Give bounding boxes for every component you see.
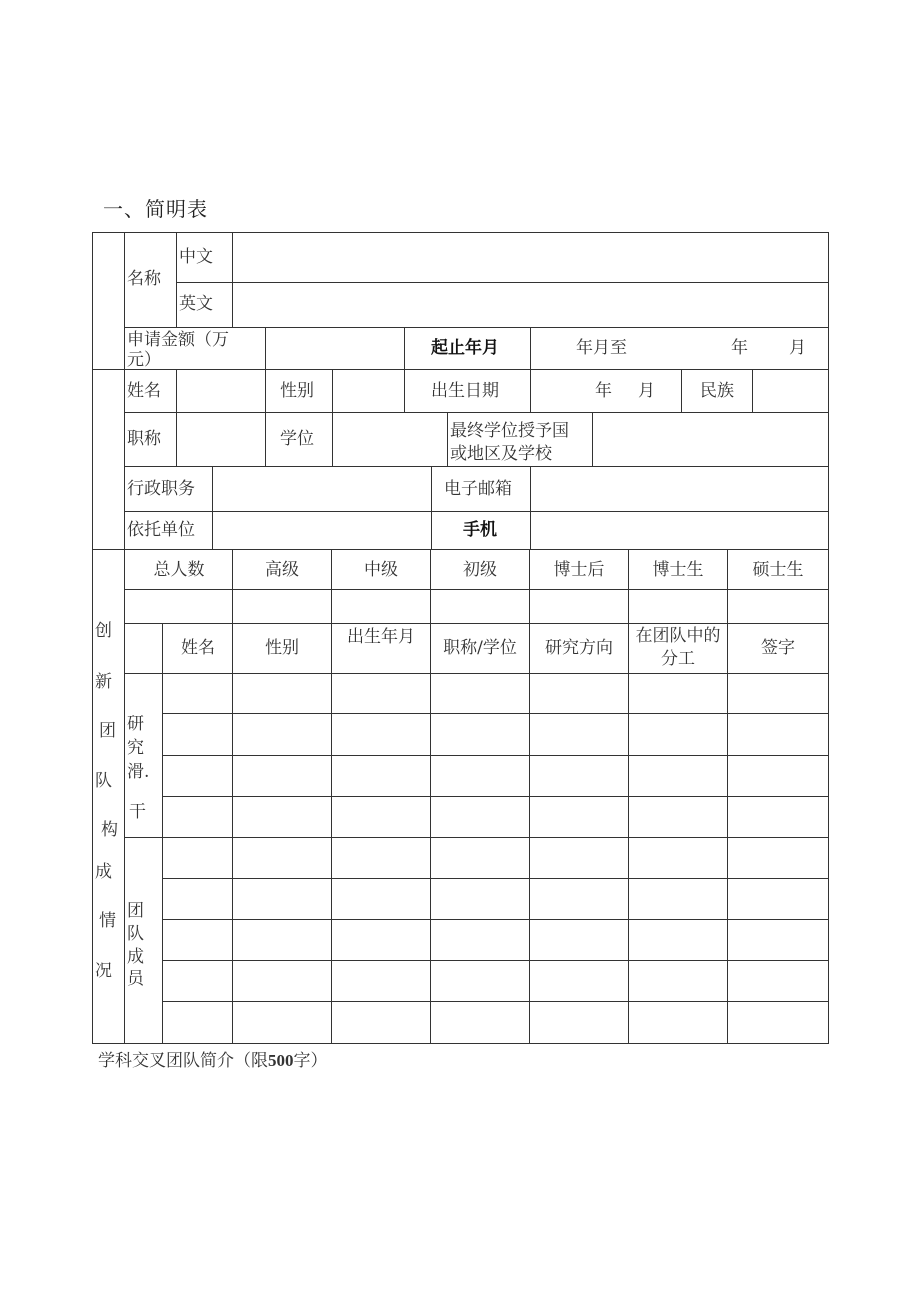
degree-label: 学位 [280,429,314,449]
member-header-name: 姓名 [181,638,215,658]
table-border-right [828,232,829,1044]
footer-note [98,1046,328,1071]
side-label-char: 创 [95,621,112,641]
member-header-birth: 出生年月 [347,627,415,647]
position-field[interactable] [218,476,424,504]
member-header-gender: 性别 [265,638,299,658]
col-line [530,466,531,549]
col-line [404,369,405,412]
col-line [265,327,266,369]
leader-name-field[interactable] [180,378,260,406]
col-line [628,549,629,1044]
row-line [92,369,829,370]
ethnicity-field[interactable] [756,378,822,406]
member-label-char: 成 [127,947,144,967]
col-line [176,232,177,327]
degree-country-label-1: 最终学位授予国 [450,421,569,441]
birth-year: 年 [595,381,612,401]
institution-label: 依托单位 [127,520,195,540]
period-from: 年月至 [576,338,627,358]
row-line [162,713,829,714]
col-line [447,412,448,466]
count-header-total: 总人数 [153,560,205,580]
row-line [124,511,829,512]
col-line [212,466,213,549]
member-header-role-2: 分工 [661,649,695,669]
table-border-left [92,232,93,1044]
birth-date-label: 出生日期 [431,381,499,401]
col-line [331,549,332,1044]
table-border-bottom [92,1043,829,1044]
section-title: 一、简明表 [103,197,208,221]
row-line [124,673,829,674]
period-month: 月 [789,338,806,358]
mobile-label: 手机 [463,520,497,540]
ethnicity-label: 民族 [700,381,734,401]
member-header-title-degree: 职称/学位 [443,638,517,658]
row-line [124,327,829,328]
chinese-name-field[interactable] [240,244,820,274]
side-label-char: 构 [101,820,118,840]
email-field[interactable] [536,476,822,504]
english-label: 英文 [179,294,213,314]
title-field[interactable] [180,426,260,454]
backbone-label-char: 研 [127,714,144,734]
col-line [332,369,333,466]
row-line [162,1001,829,1002]
amount-label-line2: 元） [127,350,161,367]
member-header-direction: 研究方向 [545,638,613,658]
leader-name-label: 姓名 [127,381,161,401]
footer-suffix: 字） [293,1051,328,1071]
footer-number: 500 [268,1051,294,1070]
row-line [162,796,829,797]
gender-label: 性别 [280,381,314,401]
member-label-char: 队 [127,924,144,944]
backbone-label-char: 滑. [127,762,150,782]
amount-field[interactable] [270,335,398,363]
row-line [162,919,829,920]
birth-month: 月 [638,381,655,401]
email-label: 电子邮箱 [444,479,512,499]
degree-country-field[interactable] [598,426,822,454]
period-year: 年 [731,338,748,358]
count-header-senior: 高级 [265,560,299,580]
col-line [265,369,266,466]
institution-field[interactable] [218,517,424,545]
col-line [404,327,405,369]
row-line [124,589,829,590]
degree-field[interactable] [336,426,442,454]
count-header-phd: 博士生 [652,560,704,580]
member-header-role-1: 在团队中的 [635,626,721,646]
col-line [162,623,163,1044]
count-header-master: 硕士生 [752,560,804,580]
backbone-label-char: 究 [127,738,144,758]
row-line [162,960,829,961]
row-line [124,837,829,838]
col-line [232,232,233,327]
amount-label-line1: 申请金额（万 [127,330,229,350]
member-label-char: 员 [127,969,144,989]
side-label-char: 团 [99,721,116,741]
count-header-junior: 初级 [463,560,497,580]
side-label-char: 情 [99,911,116,931]
backbone-label-char: 干 [129,802,146,822]
member-label-char: 团 [127,901,144,921]
col-line [592,412,593,466]
side-label-char: 成 [95,862,112,882]
row-line [162,755,829,756]
col-line [530,369,531,412]
col-line [176,369,177,466]
col-line [430,549,431,1044]
col-line [124,232,125,1044]
mobile-field[interactable] [536,517,822,545]
position-label: 行政职务 [127,479,195,499]
col-line [431,466,432,549]
row-line [176,282,829,283]
col-line [752,369,753,412]
side-label-char: 新 [95,672,112,692]
col-line [681,369,682,412]
count-header-postdoc: 博士后 [553,560,605,580]
row-line [124,623,829,624]
table-border-top [92,232,829,233]
footer-prefix: 学科交叉团队简介（限 [98,1051,268,1071]
english-name-field[interactable] [240,292,820,320]
degree-country-label-2: 或地区及学校 [450,444,552,464]
row-line [124,412,829,413]
col-line [232,549,233,1044]
col-line [530,327,531,369]
gender-field[interactable] [336,378,398,406]
name-label: 名称 [127,269,161,289]
period-label: 起止年月 [431,338,499,358]
row-line [124,466,829,467]
member-header-signature: 签字 [761,638,795,658]
side-label-char: 况 [95,961,112,981]
row-line [162,878,829,879]
count-header-intermediate: 中级 [364,560,398,580]
chinese-label: 中文 [179,247,213,267]
side-label-char: 队 [95,771,112,791]
col-line [529,549,530,1044]
row-line [92,549,829,550]
title-label: 职称 [127,429,161,449]
col-line [727,549,728,1044]
